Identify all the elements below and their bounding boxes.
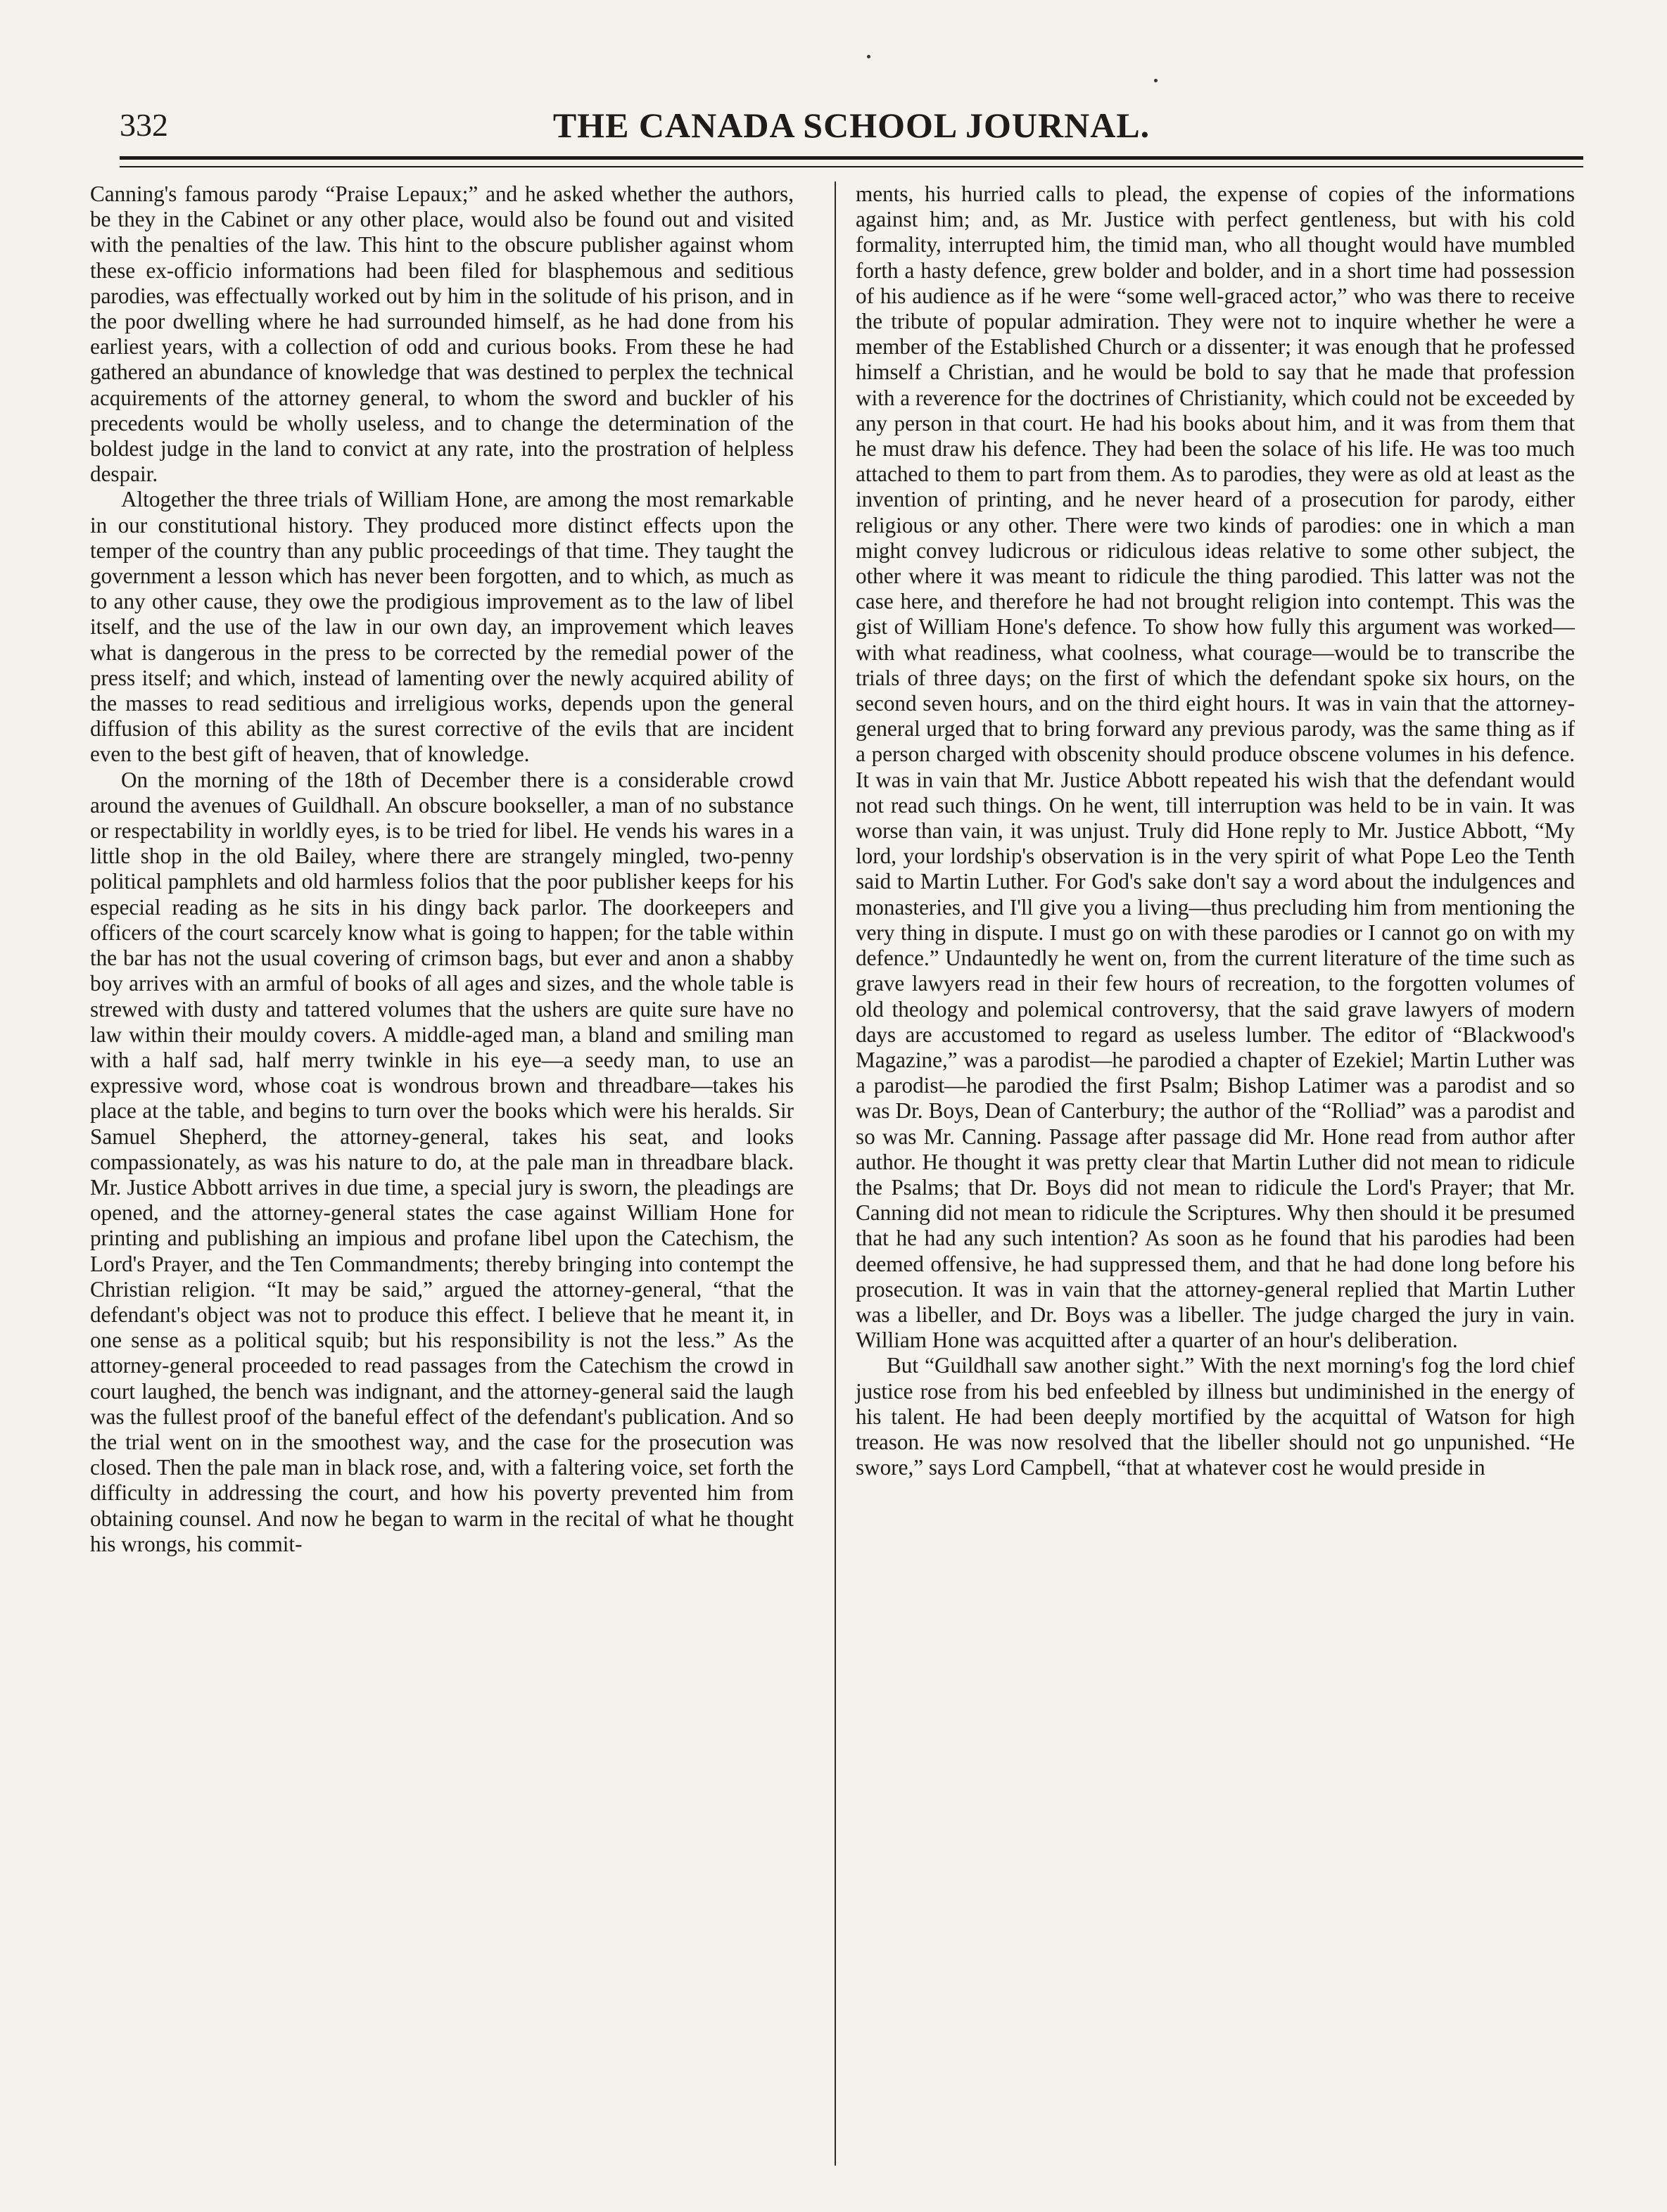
column-divider [835,182,836,2166]
paragraph: Canning's famous parody “Praise Lepaux;” and he asked whether the authors, be they in the Cabinet or any other place, would also be found out and visited with the penalties of the law. This hint to the obscure publisher against whom these ex-officio informations had been filed for blasphemous and seditious parodies, was effectually worked out by him in the solitude of his prison, and in the poor dwelling where he had surrounded himself, as he had done from his earliest years, with a collection of odd and curious books. From these he had gathered an abundance of knowledge that was destined to perplex the technical acquirements of the attorney general, to whom the sword and buckler of his precedents would be wholly useless, and to change the determination of the boldest judge in the land to convict at any rate, into the prostration of helpless despair. [90,182,794,487]
left-column [90,182,794,2151]
scan-speck [867,55,870,58]
paragraph: ments, his hurried calls to plead, the expense of copies of the informations against him; and, as Mr. Justice with perfect gentleness, but with his cold formality, interrupted him, the timid man, who all thought would have mumbled forth a hasty defence, grew bolder and bolder, and in a short time had possession of his audience as if he were “some well-graced actor,” who was there to receive the tribute of popular admiration. They were not to inquire whether he were a member of the Established Church or a dissenter; it was enough that he professed himself a Christian, and he would be bold to say that he made that profession with a reverence for the doctrines of Christianity, which could not be exceeded by any person in that court. He had his books about him, and it was from them that he must draw his defence. They had been the solace of his life. He was too much attached to them to part from them. As to parodies, they were as old at least as the invention of printing, and he never heard of a prosecution for parody, either religious or any other. There were two kinds of parodies: one in which a man might convey ludicrous or ridiculous ideas relative to some other subject, the other where it was meant to ridicule the thing parodied. This latter was not the case here, and therefore he had not brought religion into contempt. This was the gist of William Hone's defence. To show how fully this argument was worked—with what readiness, what coolness, what courage—would be to transcribe the trials of three days; on the first of which the defendant spoke six hours, on the second seven hours, and on the third eight hours. It was in vain that the attorney-general urged that to bring forward any previous parody, was the same thing as if a person charged with obscenity should produce obscene volumes in his defence. It was in vain that Mr. Justice Abbott repeated his wish that the defendant would not read such things. On he went, till interruption was held to be in vain. It was worse than vain, it was unjust. Truly did Hone reply to Mr. Justice Abbott, “My lord, your lordship's observation is in the very spirit of what Pope Leo the Tenth said to Martin Luther. For God's sake don't say a word about the indulgences and monasteries, and I'll give you a living—thus precluding him from mentioning the very thing in dispute. I must go on with these parodies or I cannot go on with my defence.” Undauntedly he went on, from the current literature of the time such as grave lawyers read in their few hours of recreation, to the forgotten volumes of old theology and polemical controversy, that the said grave lawyers of modern days are accustomed to regard as useless lumber. The editor of “Blackwood's Magazine,” was a parodist—he parodied a chapter of Ezekiel; Martin Luther was a parodist—he parodied the first Psalm; Bishop Latimer was a parodist and so was Dr. Boys, Dean of Canterbury; the author of the “Rolliad” was a parodist and so was Mr. Canning. Passage after passage did Mr. Hone read from author after author. He thought it was pretty clear that Martin Luther did not mean to ridicule the Psalms; that Dr. Boys did not mean to ridicule the Lord's Prayer; that Mr. Canning did not mean to ridicule the Scriptures. Why then should it be presumed that he had any such intention? As soon as he found that his parodies had been deemed offensive, he had suppressed them, and that he had done long before his prosecution. It was in vain that the attorney-general replied that Martin Luther was a libeller, and Dr. Boys was a libeller. The judge charged the jury in vain. William Hone was acquitted after a quarter of an hour's deliberation. [856,182,1575,1353]
page-number: 332 [120,107,168,143]
journal-title: THE CANADA SCHOOL JOURNAL. [552,106,1151,145]
paragraph: On the morning of the 18th of December there is a considerable crowd around the avenues of Guildhall. An obscure bookseller, a man of no substance or respectability in worldly eyes, is to be tried for libel. He vends his wares in a little shop in the old Bailey, where there are strangely mingled, two-penny political pamphlets and old harmless folios that the poor publisher keeps for his especial reading as he sits in his dingy back parlor. The doorkeepers and officers of the court scarcely know what is going to happen; for the table within the bar has not the usual covering of crimson bags, but ever and anon a shabby boy arrives with an armful of books of all ages and sizes, and the whole table is strewed with dusty and tattered volumes that the ushers are quite sure have no law within their mouldy covers. A middle-aged man, a bland and smiling man with a half sad, half merry twinkle in his eye—a seedy man, to use an expressive word, whose coat is wondrous brown and threadbare—takes his place at the table, and begins to turn over the books which were his heralds. Sir Samuel Shepherd, the attorney-general, takes his seat, and looks compassionately, as was his nature to do, at the pale man in threadbare black. Mr. Justice Abbott arrives in due time, a special jury is sworn, the pleadings are opened, and the attorney-general states the case against William Hone for printing and publishing an impious and profane libel upon the Catechism, the Lord's Prayer, and the Ten Commandments; thereby bringing into contempt the Christian religion. “It may be said,” argued the attorney-general, “that the defendant's object was not to produce this effect. I believe that he meant it, in one sense as a political squib; but his responsibility is not the less.” As the attorney-general proceeded to read passages from the Catechism the crowd in court laughed, the bench was indignant, and the attorney-general said the laugh was the fullest proof of the baneful effect of the defendant's publication. And so the trial went on in the smoothest way, and the case for the prosecution was closed. Then the pale man in black rose, and, with a faltering voice, set forth the difficulty in addressing the court, and how his poverty prevented him from obtaining counsel. And now he began to warm in the recital of what he thought his wrongs, his commit- [90,767,794,1556]
right-column [856,182,1575,2151]
page-header [120,104,1583,146]
header-rule-thick [120,156,1583,160]
header-rule-thin [120,166,1583,167]
scan-speck [1154,79,1158,82]
paragraph: But “Guildhall saw another sight.” With the next morning's fog the lord chief justice rose from his bed enfeebled by illness but undiminished in the energy of his talent. He had been deeply mortified by the acquittal of Watson for high treason. He was now resolved that the libeller should not go unpunished. “He swore,” says Lord Campbell, “that at whatever cost he would preside in [856,1353,1575,1480]
paragraph: Altogether the three trials of William Hone, are among the most remarkable in our constitutional history. They produced more distinct effects upon the temper of the country than any public proceedings of that time. They taught the government a lesson which has never been forgotten, and to which, as much as to any other cause, they owe the prodigious improvement as to the law of libel itself, and the use of the law in our own day, an improvement which leaves what is dangerous in the press to be corrected by the remedial power of the press itself; and which, instead of lamenting over the newly acquired ability of the masses to read seditious and irreligious works, depends upon the general diffusion of this ability as the surest corrective of the evils that are incident even to the best gift of heaven, that of knowledge. [90,487,794,767]
